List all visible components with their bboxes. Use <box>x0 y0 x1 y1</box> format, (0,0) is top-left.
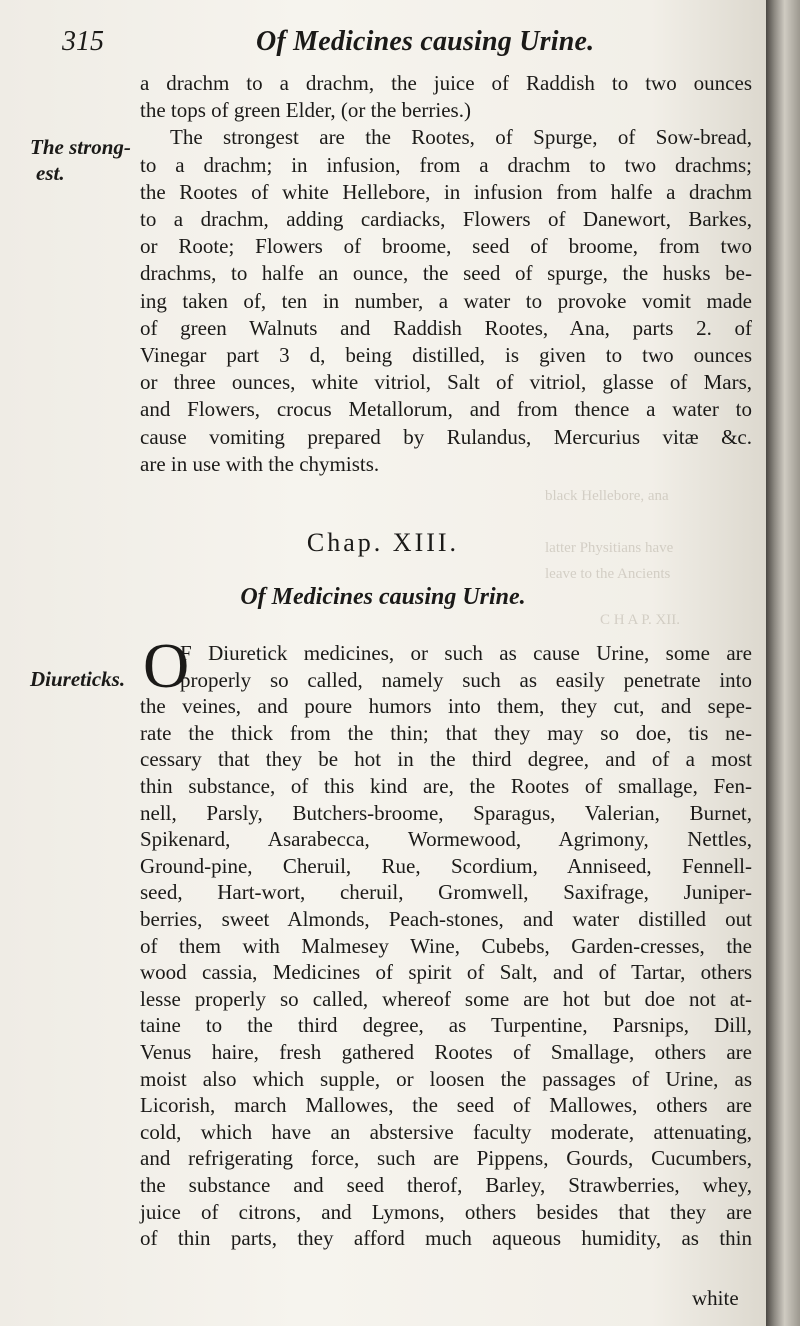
text-line: of green Walnuts and Raddish Rootes, Ana, parts 2. of <box>140 315 752 340</box>
text-line: of thin parts, they afford much aqueous humidity, as thin <box>140 1226 752 1251</box>
text-line: and refrigerating force, such are Pippens, Gourds, Cucumbers, <box>140 1146 752 1171</box>
text-line: Ground-pine, Cheruil, Rue, Scordium, Anniseed, Fennell- <box>140 853 752 878</box>
text-line: or three ounces, white vitriol, Salt of vitriol, glasse of Mars, <box>140 370 752 395</box>
margin-note-diureticks: Diureticks. <box>30 667 126 691</box>
text-line: cessary that they be hot in the third degree, and of a most <box>140 747 752 772</box>
running-head <box>0 26 766 66</box>
text-line: Vinegar part 3 d, being distilled, is given to two ounces <box>140 343 752 367</box>
text-line: Licorish, march Mallowes, the seed of Mallowes, others are <box>140 1093 752 1118</box>
catchword: white <box>692 1286 739 1310</box>
text-line: juice of citrons, and Lymons, others besides that they are <box>140 1199 752 1224</box>
text-line: to a drachm; in infusion, from a drachm to two drachms; <box>140 152 752 177</box>
bleed-through-text: leave to the Ancients <box>545 566 671 582</box>
text-line: the Rootes of white Hellebore, in infusion from halfe a drachm <box>140 179 752 204</box>
bleed-through-text: latter Physitians have <box>545 540 674 556</box>
text-line: drachms, to halfe an ounce, the seed of spurge, the husks be- <box>140 261 752 286</box>
text-line: taine to the third degree, as Turpentine, Parsnips, Dill, <box>140 1013 752 1038</box>
text-line: the veines, and poure humors into them, they cut, and sepe- <box>140 694 752 719</box>
text-line: thin substance, of this kind are, the Rootes of smallage, Fen- <box>140 774 752 798</box>
text-line: The strongest are the Rootes, of Spurge, of Sow-bread, <box>170 125 752 150</box>
text-line: and Flowers, crocus Metallorum, and from thence a water to <box>140 397 752 422</box>
chapter-heading: Chap. XIII. <box>306 528 460 557</box>
bleed-through-text: C H A P. XII. <box>600 612 681 628</box>
text-line: F Diuretick medicines, or such as cause Urine, some are <box>180 641 752 665</box>
text-line: Spikenard, Asarabecca, Wormewood, Agrimony, Nettles, <box>140 827 752 852</box>
text-line: rate the thick from the thin; that they may so doe, tis ne- <box>140 720 752 745</box>
text-line: berries, sweet Almonds, Peach-stones, and water distilled out <box>140 907 752 931</box>
text-line: to a drachm, adding cardiacks, Flowers of Danewort, Barkes, <box>140 207 752 231</box>
text-line: wood cassia, Medicines of spirit of Salt, and of Tartar, others <box>140 960 752 985</box>
text-line: are in use with the chymists. <box>140 451 380 476</box>
bleed-through-text: black Hellebore, ana <box>545 488 669 504</box>
text-line: cold, which have an abstersive faculty moderate, attenuating, <box>140 1119 752 1144</box>
text-line: properly so called, namely such as easily penetrate into <box>180 667 752 692</box>
text-line: the substance and seed therof, Barley, Strawberries, whey, <box>140 1173 752 1197</box>
drop-cap: O <box>143 630 190 701</box>
text-line: lesse properly so called, whereof some are hot but doe not at- <box>140 986 752 1011</box>
text-line: of them with Malmesey Wine, Cubebs, Garden-cresses, the <box>140 933 752 958</box>
text-line: cause vomiting prepared by Rulandus, Mercurius vitæ &c. <box>140 424 752 449</box>
text-line: a drachm to a drachm, the juice of Raddish to two ounces <box>140 71 752 95</box>
margin-note-strongest: The strong- <box>30 135 131 159</box>
text-line: Venus haire, fresh gathered Rootes of Smallage, others are <box>140 1040 752 1064</box>
margin-note-strongest-cont: est. <box>36 161 65 185</box>
text-line: or Roote; Flowers of broome, seed of broome, from two <box>140 234 752 259</box>
text-line: ing taken of, ten in number, a water to provoke vomit made <box>140 288 752 313</box>
chapter-title: Of Medicines causing Urine. <box>240 584 526 610</box>
text-line: the tops of green Elder, (or the berries.) <box>140 98 471 123</box>
text-line: seed, Hart-wort, cheruil, Gromwell, Saxifrage, Juniper- <box>140 880 752 905</box>
running-title: Of Medicines causing Urine. <box>256 26 595 57</box>
text-line: nell, Parsly, Butchers-broome, Sparagus, Valerian, Burnet, <box>140 800 752 825</box>
text-line: moist also which supple, or loosen the passages of Urine, as <box>140 1066 752 1091</box>
page-number: 315 <box>62 26 104 57</box>
book-edge <box>766 0 800 1326</box>
